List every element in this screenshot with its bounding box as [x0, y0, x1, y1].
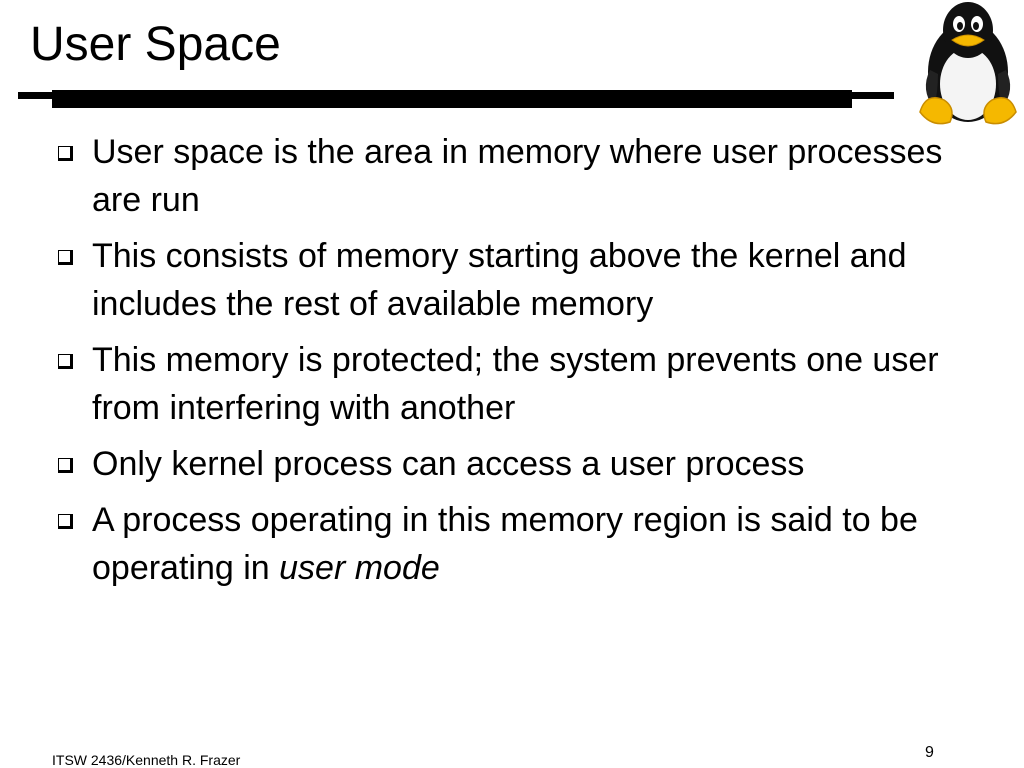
bullet-text: This consists of memory starting above the kernel and includes the rest of available memory — [92, 237, 907, 323]
bullet-text: A process operating in this memory region is said to be operating in — [92, 501, 918, 587]
hollow-square-bullet-icon — [58, 354, 73, 369]
hollow-square-bullet-icon — [58, 458, 73, 473]
bullet-emphasis: user mode — [279, 549, 440, 587]
title-underline-thick — [52, 90, 852, 108]
bullet-item — [56, 496, 986, 592]
bullet-text: User space is the area in memory where user processes are run — [92, 133, 943, 219]
bullet-item — [56, 232, 986, 328]
hollow-square-bullet-icon — [58, 250, 73, 265]
hollow-square-bullet-icon — [58, 514, 73, 529]
bullet-text: Only kernel process can access a user process — [92, 445, 805, 483]
bullet-item — [56, 128, 986, 224]
bullet-list — [56, 128, 986, 600]
bullet-item — [56, 440, 986, 488]
slide-title: User Space — [30, 18, 281, 71]
hollow-square-bullet-icon — [58, 146, 73, 161]
footer-course-author: ITSW 2436/Kenneth R. Frazer — [52, 752, 241, 768]
linux-penguin-icon — [912, 0, 1024, 128]
bullet-text: This memory is protected; the system prevents one user from interfering with another — [92, 341, 939, 427]
bullet-item — [56, 336, 986, 432]
page-number: 9 — [925, 744, 934, 761]
